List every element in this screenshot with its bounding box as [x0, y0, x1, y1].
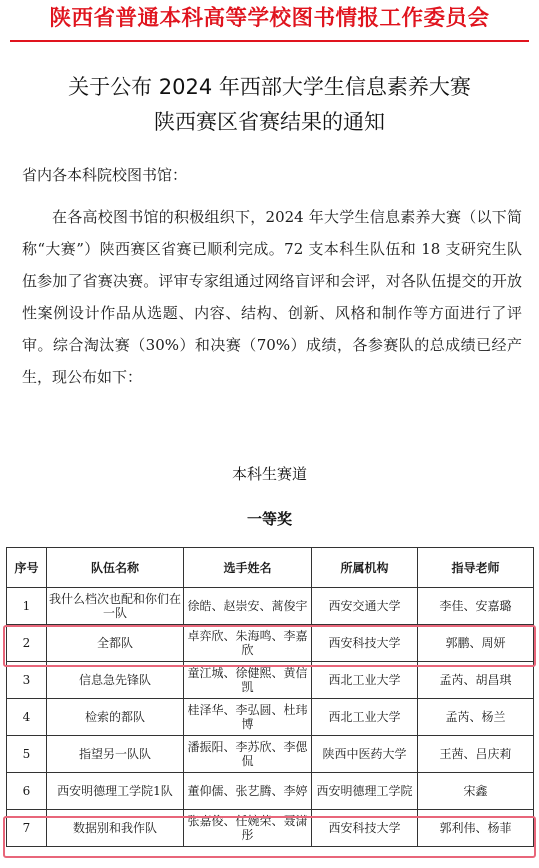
header-advisor: 指导老师 — [418, 548, 534, 588]
cell-team: 数据别和我作队 — [47, 810, 184, 847]
cell-team: 我什么档次也配和你们在一队 — [47, 588, 184, 625]
cell-institution: 西北工业大学 — [312, 662, 418, 699]
cell-members: 徐皓、赵崇安、蒿俊宇 — [184, 588, 312, 625]
cell-members: 董仰儒、张艺腾、李婷 — [184, 773, 312, 810]
header-institution: 所属机构 — [312, 548, 418, 588]
cell-no: 6 — [7, 773, 47, 810]
cell-team: 信息急先锋队 — [47, 662, 184, 699]
cell-no: 7 — [7, 810, 47, 847]
table-row — [7, 588, 534, 625]
cell-no: 3 — [7, 662, 47, 699]
cell-team: 全都队 — [47, 625, 184, 662]
salutation: 省内各本科院校图书馆： — [22, 166, 188, 184]
cell-team: 西安明德理工学院1队 — [47, 773, 184, 810]
table-row — [7, 810, 534, 847]
header-no: 序号 — [7, 548, 47, 588]
cell-no: 5 — [7, 736, 47, 773]
table-row — [7, 773, 534, 810]
cell-institution: 西北工业大学 — [312, 699, 418, 736]
cell-no: 2 — [7, 625, 47, 662]
cell-team: 检索的都队 — [47, 699, 184, 736]
table-row — [7, 736, 534, 773]
cell-advisor: 郭鹏、周妍 — [418, 625, 534, 662]
cell-members: 童江城、徐健熙、黄信凯 — [184, 662, 312, 699]
track-title: 本科生赛道 — [231, 465, 307, 483]
cell-institution: 西安科技大学 — [312, 810, 418, 847]
notice-title-line2: 陕西赛区省赛结果的通知 — [154, 110, 385, 134]
cell-advisor: 孟芮、杨兰 — [418, 699, 534, 736]
award-title: 一等奖 — [246, 510, 292, 528]
cell-advisor: 宋鑫 — [418, 773, 534, 810]
header-members: 选手姓名 — [184, 548, 312, 588]
cell-team: 指望另一队队 — [47, 736, 184, 773]
cell-institution: 西安明德理工学院 — [312, 773, 418, 810]
cell-members: 卓弈欣、朱海鸣、李嘉欣 — [184, 625, 312, 662]
cell-no: 1 — [7, 588, 47, 625]
cell-advisor: 郭利伟、杨菲 — [418, 810, 534, 847]
cell-advisor: 李佳、安嘉璐 — [418, 588, 534, 625]
cell-institution: 西安科技大学 — [312, 625, 418, 662]
table-row — [7, 699, 534, 736]
header-rule — [10, 40, 529, 42]
cell-members: 桂泽华、李弘圆、杜玮博 — [184, 699, 312, 736]
org-title: 陕西省普通本科高等学校图书情报工作委员会 — [49, 6, 490, 31]
body-paragraph: 在各高校图书馆的积极组织下，2024 年大学生信息素养大赛（以下简称“大赛”）陕西赛区省赛已顺利完成。72 支本科生队伍和 18 支研究生队伍参加了省赛决赛。评审专家组通过网络盲评和会评，对各队伍提交的开放性案例设计作品从选题、内容、结构、创新、风格和制作等方面进行了评审。综合淘汰赛（30%）和决赛（70%）成绩，各参赛队的总成绩已经产生，现公布如下： — [22, 208, 522, 386]
cell-institution: 西安交通大学 — [312, 588, 418, 625]
table-row — [7, 662, 534, 699]
cell-advisor: 孟芮、胡昌琪 — [418, 662, 534, 699]
cell-members: 潘振阳、李苏欣、李偲侃 — [184, 736, 312, 773]
cell-members: 张嘉俊、任婉荣、聂潇彤 — [184, 810, 312, 847]
table-header-row — [7, 548, 534, 588]
header-team: 队伍名称 — [47, 548, 184, 588]
cell-institution: 陕西中医药大学 — [312, 736, 418, 773]
notice-title-line1: 关于公布 2024 年西部大学生信息素养大赛 — [68, 75, 471, 99]
table-row — [7, 625, 534, 662]
results-table — [6, 547, 534, 847]
cell-advisor: 王茜、吕庆莉 — [418, 736, 534, 773]
cell-no: 4 — [7, 699, 47, 736]
